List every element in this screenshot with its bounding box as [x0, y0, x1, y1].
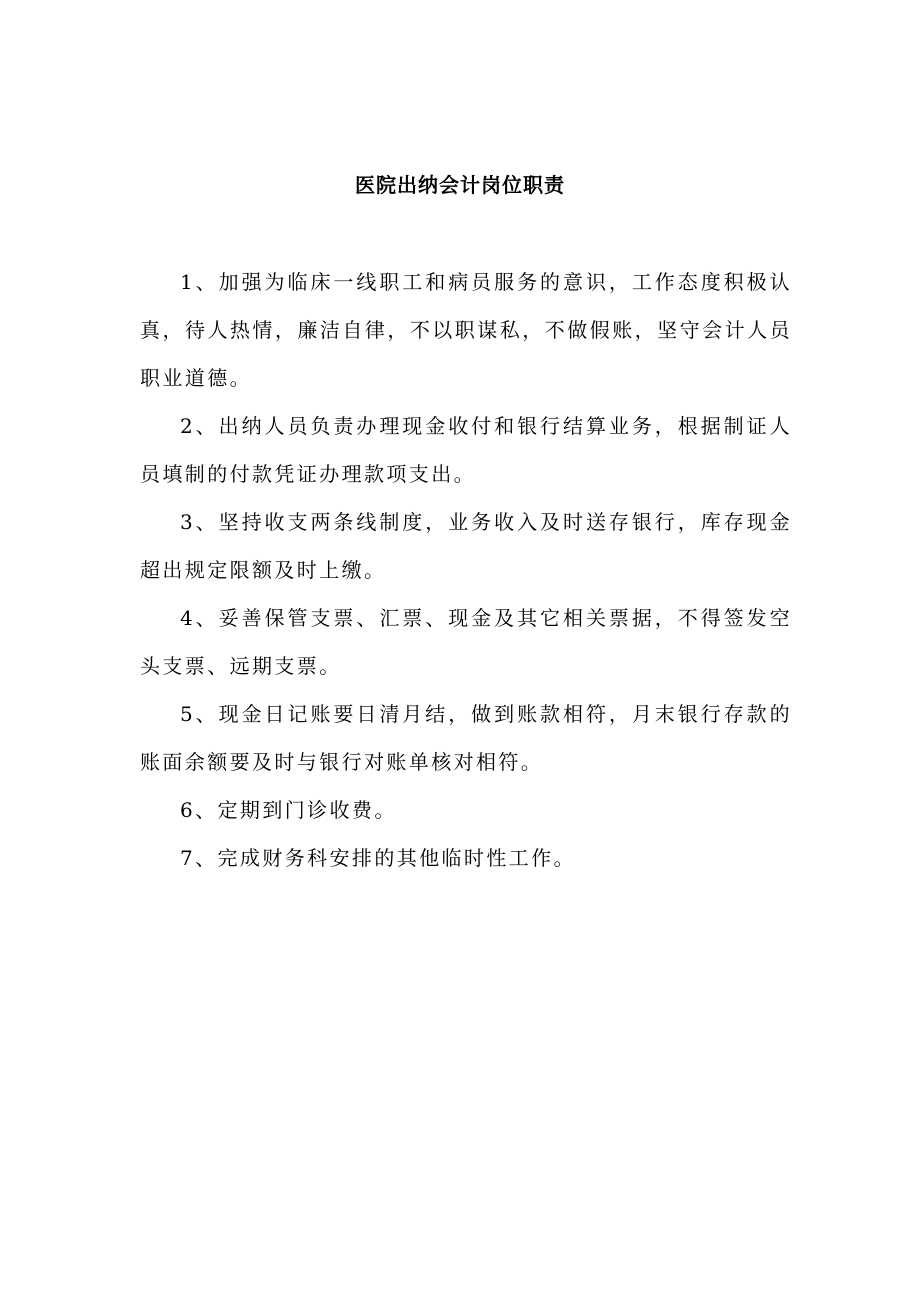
duty-item-5: 5、现金日记账要日清月结，做到账款相符，月末银行存款的账面余额要及时与银行对账单核对相符。 [140, 702, 792, 774]
duty-item-2: 2、出纳人员负责办理现金收付和银行结算业务，根据制证人员填制的付款凭证办理款项支出。 [140, 414, 792, 486]
duty-item-7: 7、完成财务科安排的其他临时性工作。 [180, 846, 576, 870]
document-body [140, 258, 792, 882]
duty-item-6: 6、定期到门诊收费。 [180, 798, 397, 822]
duty-item-1: 1、加强为临床一线职工和病员服务的意识，工作态度积极认真，待人热情，廉洁自律，不以职谋私，不做假账，坚守会计人员职业道德。 [140, 270, 792, 390]
document-title: 医院出纳会计岗位职责 [355, 173, 565, 197]
duty-item-4: 4、妥善保管支票、汇票、现金及其它相关票据，不得签发空头支票、远期支票。 [140, 606, 792, 678]
duty-item-3: 3、坚持收支两条线制度，业务收入及时送存银行，库存现金超出规定限额及时上缴。 [140, 510, 792, 582]
